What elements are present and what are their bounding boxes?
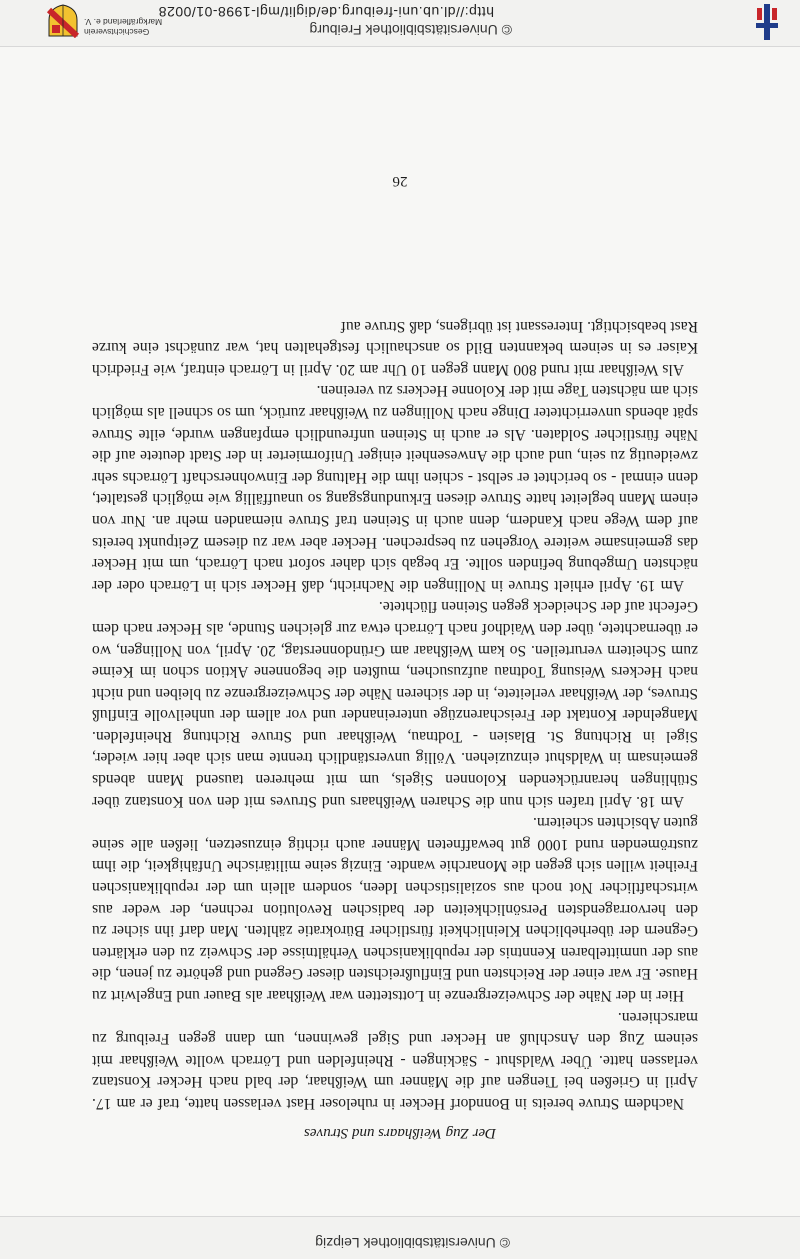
page-number: 26 — [392, 173, 408, 189]
paragraph: Am 18. April trafen sich nun die Scharen Weißhaars und Struves mit den von Konstanz über Stühlingen heranrückenden Kolonnen Sigels, um mit mehreren tausend Mann abends gemeinsam in Waldshut einzuziehen. Völlig unverständlich trennte man sich aber hier wieder, Sigel in Richtung St. Blasien - Todtnau, Weißhaar und Struve Richtung Rheinfelden. Mangelnder Kontakt der Freischarenzüge untereinander und vor allem der unheilvolle Einfluß Struves, der Weißhaar verleitete, in der sicheren Nähe der Schweizergrenze zu bleiben und nicht nach Heckers Weisung Todtnau aufzusuchen, mußten die begonnene Aktion schon im Keime zum Scheitern verurteilen. So kam Weißhaar am Gründonnerstag, 20. April, von Nollingen, wo er übernachtete, über den Waidhof nach Lörrach etwa zur gleichen Stunde, als Hecker nach dem Gefecht auf der Scheideck gegen Steinen flüchtete. — [92, 598, 698, 810]
paragraph: Als Weißhaar mit rund 800 Mann gegen 10 Uhr am 20. April in Lörrach eintraf, wie Friedrich Kaiser es in seinem bekannten Bild so anschaulich festgehalten hat, war zunächst eine kurze Rast beabsichtigt. Interessant ist übrigens, daß Struve auf — [92, 317, 698, 378]
footer-credit: © Universitätsbibliothek Freiburg — [309, 22, 512, 38]
coat-of-arms-icon — [46, 4, 80, 38]
ub-logo-icon — [752, 2, 782, 42]
page-title: Der Zug Weißhaars und Struves — [304, 1125, 496, 1141]
society-name: Geschichtsverein Markgräflerland e. V. — [84, 17, 163, 37]
paragraph: Am 19. April erhielt Struve in Nollingen die Nachricht, daß Hecker sich in Lörrach oder der nächsten Umgebung befinden sollte. Er begab sich daher sofort nach Lörrach, um mit Hecker das gemeinsame weitere Vorgehen zu besprechen. Hecker aber war zu diesem Zeitpunkt bereits auf dem Wege nach Kandern, denn auch in Steinen traf Struve niemanden mehr an. Nur von einem Mann begleitet hatte Struve diesen Erkundungsgang so unauffällig wie möglich gestaltet, denn einmal - so berichtet er selbst - schien ihm die Haltung der Einwohnerschaft Lörrachs sehr zweideutig zu sein, und auch die Anwesenheit einiger Uniformierter in der Stadt deutete auf die Nähe fürstlicher Soldaten. Als er auch in Steinen unfreundlich empfangen wurde, eilte Struve spät abends unverrichteter Dinge nach Nollingen zu Weißhaar zurück, um so schnell als möglich sich am nächsten Tage mit der Kolonne Heckers zu vereinen. — [92, 382, 698, 594]
paragraph: Nachdem Struve bereits in Bonndorf Hecker in ruheloser Hast verlassen hatte, traf er am 17. April in Grießen bei Tiengen auf die Männer um Weißhaar, der bald nach Hecker Konstanz verlassen hatte. Über Waldshut - Säckingen - Rheinfelden und Lörrach wollte Weißhaar mit seinem Zug den Anschluß an Hecker und Sigel gewinnen, um dann gegen Freiburg zu marschieren. — [92, 1008, 698, 1112]
paragraph: Hier in der Nähe der Schweizergrenze in Lottstetten war Weißhaar als Bauer und Engelwirt zu Hause. Er war einer der Reichsten und Einflußreichsten dieser Gegend und gehörte zu jenen, die aus der unmittelbaren Kenntnis der republikanischen Verhältnisse der Schweiz zu den erklärten Gegnern der überheblichen Kleinlichkeit fürstlicher Bürokratie zählten. Man darf ihn sicher zu den hervorragendsten Persönlichkeiten der badischen Revolution rechnen, der weder aus wirtschaftlicher Not noch aus sozialistischen Ideen, sondern allein um der republikanischen Freiheit willen sich gegen die Monarchie wandte. Einzig seine militärische Unfähigkeit, die ihm zuströmenden rund 1000 gut bewaffneten Männer auch richtig einzusetzen, ließen alle seine guten Absichten scheitern. — [92, 814, 698, 1005]
footer-bar — [0, 0, 800, 47]
header-bar — [0, 1216, 800, 1259]
header-credit: © Universitätsbibliothek Leipzig — [315, 1235, 510, 1251]
permalink-url[interactable]: http://dl.ub.uni-freiburg.de/diglit/mgl-1998-01/0028 — [158, 4, 494, 20]
body-text — [92, 315, 698, 1114]
